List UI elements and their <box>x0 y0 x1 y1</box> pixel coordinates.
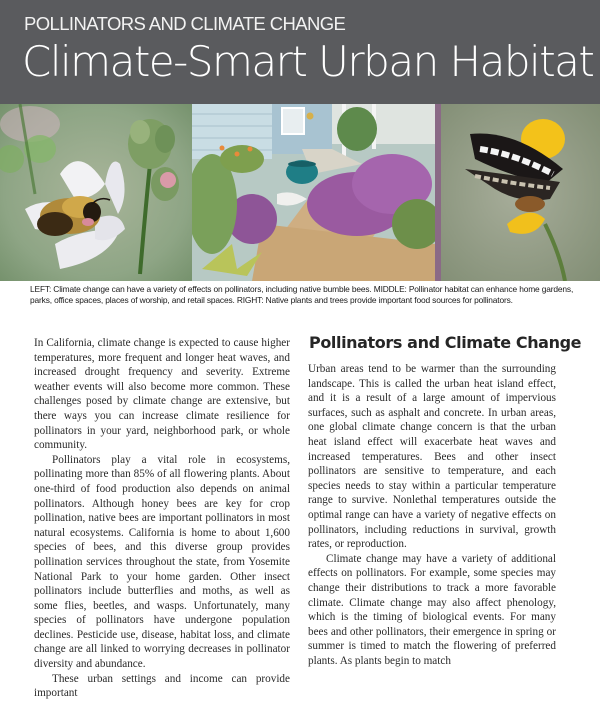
photo-bumble-bee <box>0 104 192 281</box>
photo-butterfly <box>435 104 600 281</box>
paragraph: Climate change may have a variety of additional effects on pollinators. For example, some species may change their distributions to track a more favorable climate. Climate change may also affect phenology, which is the timing of biological events. For many bees and other pollinators, their emergence in spring or summer is timed to match the flowering of preferred plants. As plants begin to match <box>308 552 556 667</box>
right-column <box>308 362 556 668</box>
series-kicker: POLLINATORS AND CLIMATE CHANGE <box>24 13 346 34</box>
photo-strip <box>0 104 600 281</box>
section-heading: Pollinators and Climate Change <box>309 333 582 352</box>
paragraph: These urban settings and income can provide important <box>34 672 290 700</box>
page-title: Climate-Smart Urban Habitat <box>22 37 594 86</box>
header-band <box>0 0 600 104</box>
photo-caption: LEFT: Climate change can have a variety of effects on pollinators, including native bumble bees. MIDDLE: Pollinator habitat can enhance home gardens, parks, office spaces, places of worship, and retail spaces. RIGHT: Native plants and trees provide important food sources for pollinators. <box>30 284 574 305</box>
paragraph: In California, climate change is expected to cause higher temperatures, more frequent and longer heat waves, and increased drought frequency and severity. Extreme weather events will also become more common. These challenges posed by climate change are extensive, but there ways you can increase climate resilience for pollinators in your yard, neighborhood park, or whole community. <box>34 337 290 452</box>
paragraph: Urban areas tend to be warmer than the surrounding landscape. This is called the urban heat island effect, and it is a result of a large amount of impervious surfaces, such as asphalt and concrete. In urban areas, one global climate change concern is that the urban heat island effect will exacerbate heat waves and increased temperatures. Bees and other insect pollinators are sensitive to temperature, and each species needs to stay within a particular temperature range to survive. Nonlethal temperatures outside the optimal range can have a variety of negative effects on pollinators, including reductions in survival, growth rates, or reproduction. <box>308 363 556 551</box>
left-column <box>34 336 290 701</box>
paragraph: Pollinators play a vital role in ecosystems, pollinating more than 85% of all flowering plants. About one-third of food production also depends on animal pollinators. Although honey bees are key for crop pollination, native bees are important pollinators in most natural ecosystems. California is home to about 1,600 species of bees, and this diverse group provides pollination services throughout the state, from Yosemite National Park to your home garden. Other insect pollinators include butterflies and moths, as well as some flies, beetles, and wasps. Unfortunately, many species of pollinators have undergone population declines. Pesticide use, disease, habitat loss, and climate change are all linked to worrying decreases in pollinator diversity and abundance. <box>34 453 290 671</box>
photo-pollinator-garden <box>192 104 435 281</box>
